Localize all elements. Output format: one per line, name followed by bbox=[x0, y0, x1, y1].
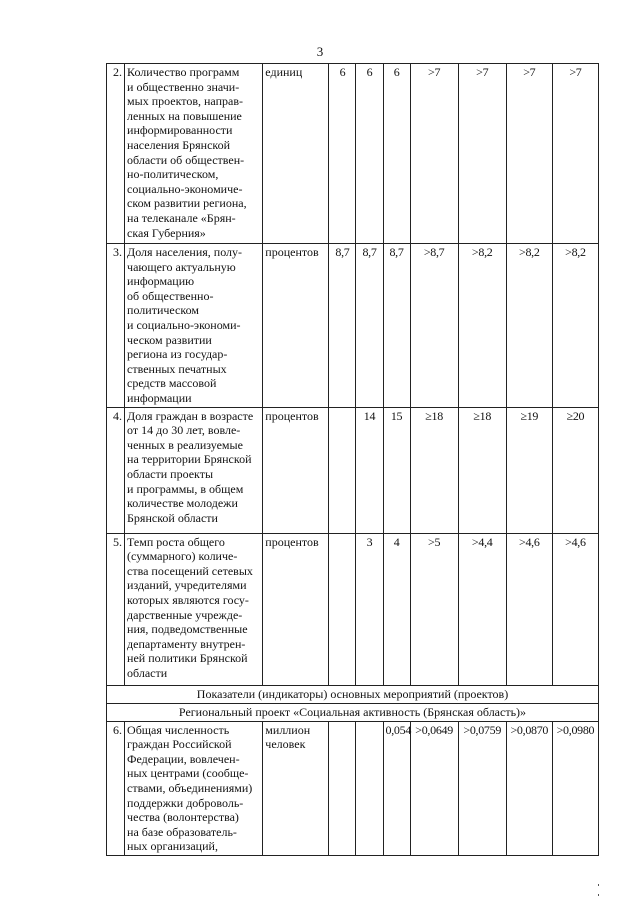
row-number: 2. bbox=[107, 64, 125, 244]
value-cell bbox=[552, 533, 598, 685]
indicator-name bbox=[125, 533, 263, 685]
value-cell bbox=[410, 244, 458, 408]
unit-cell bbox=[263, 244, 329, 408]
value-cell bbox=[458, 407, 506, 533]
indicator-name-line: на территории Брянской bbox=[127, 452, 252, 467]
indicator-name-line: Доля населения, полу- bbox=[127, 245, 243, 259]
indicator-name-line: поддержки доброволь- bbox=[127, 795, 244, 810]
indicator-name-line: ствами, объединениями) bbox=[127, 780, 253, 795]
unit-cell bbox=[263, 64, 329, 244]
value-text: >4,6 bbox=[565, 534, 586, 549]
unit-cell bbox=[263, 407, 329, 533]
value-text: ≥18 bbox=[473, 408, 492, 423]
value-cell bbox=[410, 721, 458, 855]
indicator-name-line: ском развитии региона, bbox=[127, 196, 247, 211]
indicator-name-line: ных организаций, bbox=[127, 839, 218, 854]
indicator-name-line: региона из государ- bbox=[127, 347, 228, 362]
unit-line: процентов bbox=[265, 245, 319, 259]
unit-line: человек bbox=[265, 737, 306, 752]
value-text: 14 bbox=[363, 408, 376, 423]
indicator-name-line: чающего актуальную bbox=[127, 259, 236, 274]
value-text: 8,7 bbox=[335, 245, 350, 259]
value-text: >0,0870 bbox=[510, 722, 549, 737]
indicator-name-line: изданий, учредителями bbox=[127, 578, 247, 593]
indicator-name-line: информированности bbox=[127, 123, 233, 138]
value-text: >5 bbox=[428, 534, 441, 549]
table-row bbox=[107, 407, 599, 533]
unit-cell bbox=[263, 721, 329, 855]
indicator-name-line: области проекты bbox=[127, 466, 214, 481]
value-cell bbox=[552, 64, 598, 244]
value-cell bbox=[329, 64, 356, 244]
value-cell bbox=[506, 64, 552, 244]
value-cell bbox=[383, 64, 410, 244]
value-text: 0,054 bbox=[385, 722, 412, 737]
value-cell bbox=[552, 407, 598, 533]
subsection-header: Региональный проект «Социальная активность (Брянская область)» bbox=[107, 703, 599, 721]
indicator-name-line: которых являются госу- bbox=[127, 592, 249, 607]
indicator-name-line: чества (волонтерства) bbox=[127, 810, 239, 825]
indicator-name-line: но-политическом, bbox=[127, 167, 219, 182]
indicator-name-line: информацию bbox=[127, 274, 195, 289]
value-cell bbox=[506, 533, 552, 685]
indicator-name-line: ства посещений сетевых bbox=[127, 563, 253, 578]
value-cell bbox=[410, 407, 458, 533]
value-text: >0,0649 bbox=[415, 722, 453, 737]
section-header-row bbox=[107, 685, 599, 703]
value-text: ≥20 bbox=[566, 408, 585, 423]
value-text: >7 bbox=[476, 65, 489, 79]
value-text: 3 bbox=[366, 534, 373, 549]
indicator-name-line: Доля граждан в возрасте bbox=[127, 408, 254, 423]
indicator-name-line: департаменту внутрен- bbox=[127, 636, 246, 651]
indicator-name-line: (суммарного) количе- bbox=[127, 549, 238, 564]
subsection-header-row bbox=[107, 703, 599, 721]
row-number: 3. bbox=[107, 244, 125, 408]
indicator-name-line: и программы, в общем bbox=[127, 481, 244, 496]
value-cell bbox=[410, 533, 458, 685]
value-cell bbox=[458, 244, 506, 408]
indicator-name-line: ния, подведомственные bbox=[127, 622, 248, 637]
value-cell bbox=[506, 244, 552, 408]
value-text: >7 bbox=[569, 65, 582, 79]
page-number: 3 bbox=[316, 44, 324, 59]
indicator-name-line: области bbox=[127, 665, 168, 680]
indicator-name-line: количестве молодежи bbox=[127, 496, 238, 511]
table-row bbox=[107, 721, 599, 855]
value-text: 15 bbox=[390, 408, 403, 423]
value-cell bbox=[552, 721, 598, 855]
value-cell bbox=[329, 407, 356, 533]
value-cell bbox=[383, 244, 410, 408]
value-cell bbox=[383, 533, 410, 685]
indicator-name-line: социально-экономиче- bbox=[127, 181, 243, 196]
indicator-name-line: населения Брянской bbox=[127, 137, 231, 152]
indicator-name-line: от 14 до 30 лет, вовле- bbox=[127, 423, 241, 438]
indicator-name-line: Общая численность bbox=[127, 722, 230, 737]
table-row bbox=[107, 533, 599, 685]
value-cell bbox=[383, 407, 410, 533]
indicator-name-line: на телеканале «Брян- bbox=[127, 210, 236, 225]
row-number: 5. bbox=[107, 533, 125, 685]
value-text: >8,2 bbox=[471, 245, 493, 259]
value-text: 8,7 bbox=[362, 245, 377, 259]
indicator-name bbox=[125, 721, 263, 855]
value-cell bbox=[356, 64, 383, 244]
row-number: 6. bbox=[107, 721, 125, 855]
value-text: 6 bbox=[393, 65, 400, 79]
value-cell bbox=[506, 407, 552, 533]
indicator-name-line: Федерации, вовлечен- bbox=[127, 751, 240, 766]
value-cell bbox=[356, 244, 383, 408]
value-text: >7 bbox=[523, 65, 536, 79]
indicator-name bbox=[125, 64, 263, 244]
indicator-name bbox=[125, 244, 263, 408]
section-header: Показатели (индикаторы) основных мероприятий (проектов) bbox=[107, 685, 599, 703]
indicator-name-line: области об обществен- bbox=[127, 152, 245, 167]
value-cell bbox=[458, 533, 506, 685]
indicator-name-line: и общественно значи- bbox=[127, 79, 240, 94]
indicator-name-line: ственных печатных bbox=[127, 361, 227, 376]
indicator-name-line: дарственные учрежде- bbox=[127, 607, 243, 622]
indicator-name-line: ская Губерния» bbox=[127, 225, 206, 240]
value-cell bbox=[329, 533, 356, 685]
indicators-table bbox=[106, 63, 599, 856]
scan-speck bbox=[598, 894, 599, 896]
indicator-name-line: об общественно- bbox=[127, 288, 214, 303]
indicator-name-line: ленных на повышение bbox=[127, 108, 242, 123]
indicator-name bbox=[125, 407, 263, 533]
value-text: >4,4 bbox=[471, 534, 493, 549]
value-cell bbox=[552, 244, 598, 408]
indicator-name-line: ченных в реализуемые bbox=[127, 437, 243, 452]
indicator-name-line: информации bbox=[127, 390, 192, 405]
value-text: 8,7 bbox=[389, 245, 404, 259]
indicator-name-line: на базе образователь- bbox=[127, 824, 237, 839]
indicator-name-line: и социально-экономи- bbox=[127, 317, 241, 332]
value-cell bbox=[356, 533, 383, 685]
value-cell bbox=[356, 407, 383, 533]
scan-speck bbox=[598, 884, 599, 886]
row-number: 4. bbox=[107, 407, 125, 533]
value-text: ≥18 bbox=[425, 408, 443, 423]
value-text: >7 bbox=[428, 65, 441, 79]
value-cell bbox=[383, 721, 410, 855]
indicator-name-line: средств массовой bbox=[127, 376, 217, 391]
value-text: >8,7 bbox=[423, 245, 445, 259]
indicator-name-line: политическом bbox=[127, 303, 199, 318]
value-cell bbox=[458, 721, 506, 855]
indicator-name-line: ных центрами (сообще- bbox=[127, 766, 249, 781]
value-text: 6 bbox=[339, 65, 346, 79]
indicator-name-line: Темп роста общего bbox=[127, 534, 225, 549]
value-text: >8,2 bbox=[565, 245, 586, 259]
indicator-name-line: мых проектов, направ- bbox=[127, 94, 244, 109]
table-row bbox=[107, 244, 599, 408]
value-cell bbox=[506, 721, 552, 855]
value-cell bbox=[356, 721, 383, 855]
indicator-name-line: ней политики Брянской bbox=[127, 651, 248, 666]
indicator-name-line: ческом развитии bbox=[127, 332, 212, 347]
unit-line: процентов bbox=[265, 408, 319, 423]
value-text: 6 bbox=[366, 65, 373, 79]
value-cell bbox=[329, 244, 356, 408]
unit-cell bbox=[263, 533, 329, 685]
value-cell bbox=[329, 721, 356, 855]
indicator-name-line: граждан Российской bbox=[127, 737, 232, 752]
value-text: 4 bbox=[393, 534, 400, 549]
unit-line: единиц bbox=[265, 65, 303, 79]
indicator-name-line: Количество программ bbox=[127, 65, 240, 79]
value-text: >0,0980 bbox=[556, 722, 595, 737]
value-cell bbox=[458, 64, 506, 244]
indicator-name-line: Брянской области bbox=[127, 510, 218, 525]
value-cell bbox=[410, 64, 458, 244]
value-text: ≥19 bbox=[520, 408, 539, 423]
value-text: >0,0759 bbox=[463, 722, 502, 737]
value-text: >8,2 bbox=[519, 245, 540, 259]
unit-line: миллион bbox=[265, 722, 311, 737]
table-row bbox=[107, 64, 599, 244]
value-text: >4,6 bbox=[519, 534, 540, 549]
unit-line: процентов bbox=[265, 534, 319, 549]
